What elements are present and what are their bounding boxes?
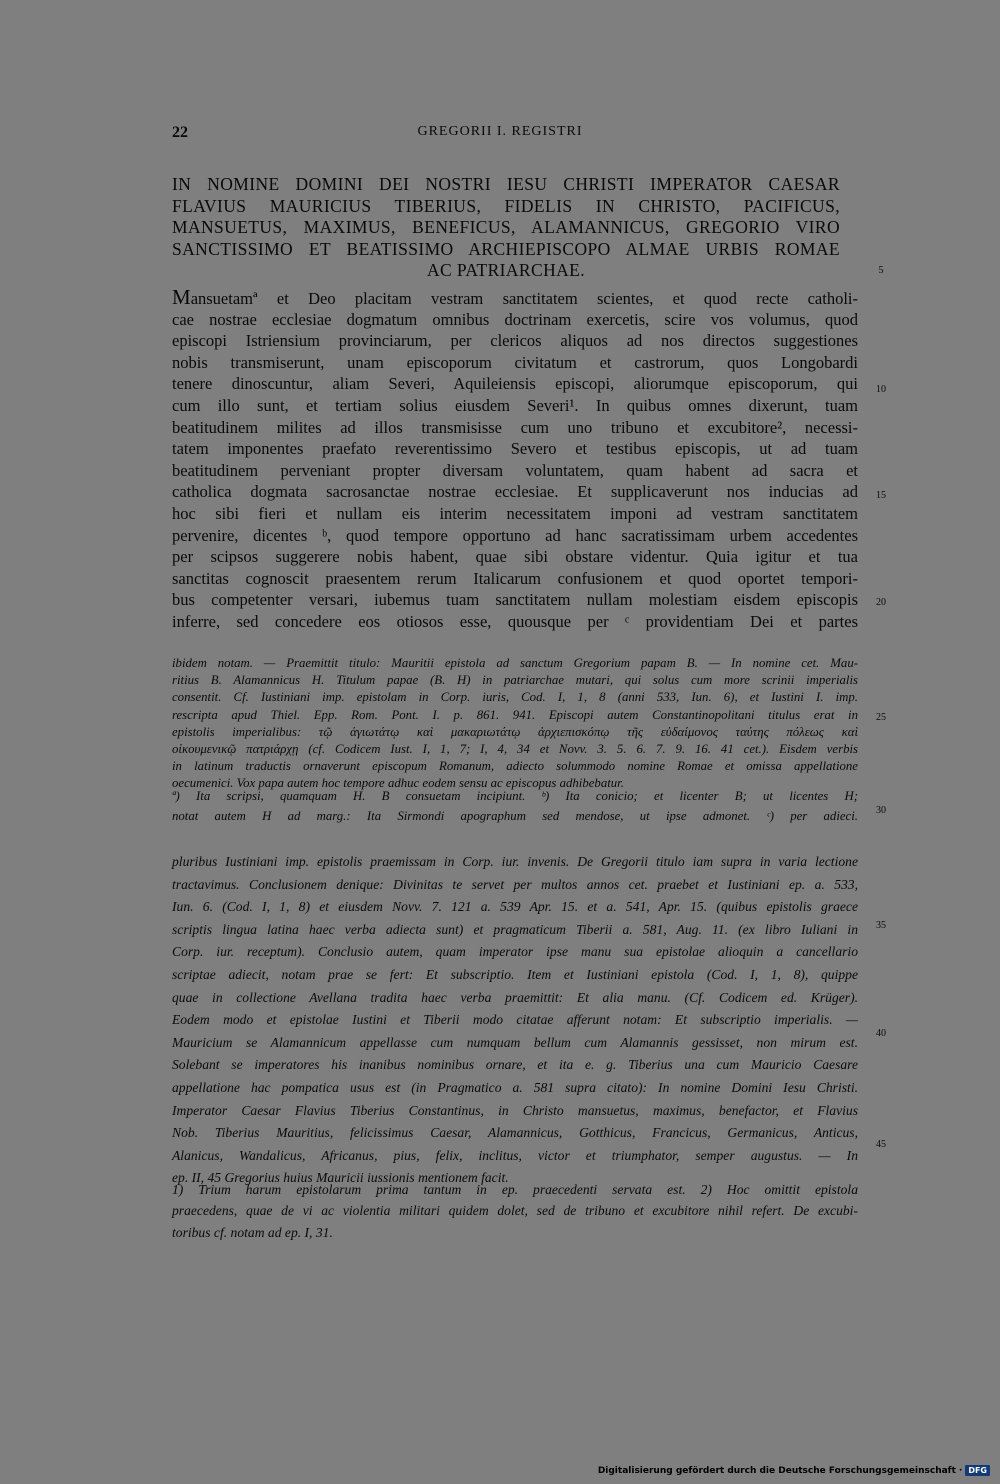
body-line: catholica dogmata sacrosanctae nostrae ecclesiae. Et supplicaverunt nos inducias ad (172, 482, 858, 502)
page-number: 22 (172, 124, 188, 141)
initial-letter: M (172, 285, 191, 309)
note-line: Eodem modo et epistolae Iustini et Tiberii modo citatae afferunt notam: Et subscriptio imperialis. — (172, 1012, 858, 1028)
footer-text: Digitalisierung gefördert durch die Deutsche Forschungsgemeinschaft (597, 1465, 956, 1476)
letter-body (172, 287, 858, 633)
note-line: scriptis lingua latina haec verba adiecta sunt) et pragmaticum Tiberii a. 581, Aug. 11. (ex libro Iuliani in (172, 921, 858, 937)
line-number: 15 (876, 490, 886, 501)
body-line: cae nostrae ecclesiae dogmatum omnibus doctrinam exercetis, scire vos volumus, quod (172, 309, 858, 329)
line-number: 45 (876, 1139, 886, 1150)
commentary-notes (172, 851, 858, 1190)
note-line: quae in collectione Avellana tradita haec verba praemittit: Et alia manu. (Cf. Codicem ed. Krüger). (172, 989, 858, 1005)
line-number: 5 (878, 265, 884, 276)
note-line: Corp. iur. receptum). Conclusio autem, quam imperator ipse manu sua epistolae alioquin a cancellario (172, 944, 858, 960)
line-number: 30 (876, 805, 886, 816)
body-line: episcopi Istriensium provinciarum, per clericos aliquos ad nos directos suggestiones (172, 331, 858, 351)
note-line: Imperator Caesar Flavius Tiberius Constantinus, in Christo mansuetus, maximus, benefactor, et Flavius (172, 1102, 858, 1118)
note-line: ibidem notam. — Praemittit titulo: Mauritii epistola ad sanctum Gregorium papam B. — In nomine cet. Mau- (172, 656, 858, 670)
footer-separator: · (958, 1465, 963, 1476)
body-line: inferre, sed concedere eos otiosos esse, quousque per ᶜ providentiam Dei et partes (172, 611, 858, 631)
funding-footer (598, 1465, 990, 1476)
title-line: MANSUETUS, MAXIMUS, BENEFICUS, ALAMANNICUS, GREGORIO VIRO (172, 217, 840, 238)
title-line: IN NOMINE DOMINI DEI NOSTRI IESU CHRISTI IMPERATOR CAESAR (172, 174, 840, 194)
title-line: SANCTISSIMO ET BEATISSIMO ARCHIEPISCOPO ALMAE URBIS ROMAE (172, 238, 840, 259)
body-line: per scipsos suggerere nobis habent, quae sibi obstare videntur. Quia igitur et tua (172, 547, 858, 567)
line-number: 20 (876, 597, 886, 608)
note-line: Iun. 6. (Cod. I, 1, 8) et eiusdem Novv. 7. 121 a. 539 Apr. 15. et a. 541, Apr. 15. (quibus epistolis graece (172, 899, 858, 915)
body-line: sanctitas cognoscit praesentem rerum Italicarum confusionem et quod oportet tempori- (172, 568, 858, 588)
running-title: GREGORII I. REGISTRI (417, 124, 583, 139)
body-line: pervenire, dicentes ᵇ, quod tempore opportuno ad hanc sacratissimam urbem accedentes (172, 525, 858, 545)
footnotes (172, 1179, 858, 1243)
line-number: 40 (876, 1028, 886, 1039)
note-line: 1) Trium harum epistolarum prima tantum in ep. praecedenti servata est. 2) Hoc omittit epistola (172, 1182, 858, 1197)
note-line: Nob. Tiberius Mauritius, felicissimus Caesar, Alamannicus, Gotthicus, Francicus, Germanicus, Anticus, (172, 1125, 858, 1141)
note-line: ritius B. Alamannicus H. Titulum papae (B. H) in patriarchae mutari, qui solus cum more scrinii imperialis (172, 673, 858, 688)
note-line: oecumenici. Vox papa autem hoc tempore adhuc eodem sensu ac episcopus adhibebatur. (172, 776, 624, 791)
note-line: toribus cf. notam ad ep. I, 31. (172, 1224, 333, 1240)
note-line: Alanicus, Wandalicus, Africanus, pius, felix, inclitus, victor et triumphator, semper augustus. — In (172, 1147, 858, 1163)
body-line: tatem imponentes praefato reverentissimo Severo et testibus episcopis, ut ad tuam (172, 439, 858, 459)
note-line: notat autem H ad marg.: Ita Sirmondi apographum sed mendose, ut ipse admonet. ᶜ) per adieci. (172, 809, 858, 823)
note-line: scriptae adiecit, notam prae se fert: Et subscriptio. Item et Iustiniani epistola (Cod. I, 1, 8), quippe (172, 966, 858, 982)
title-line: AC PATRIARCHAE. (426, 260, 586, 281)
note-line: rescripta apud Thiel. Epp. Rom. Pont. I. p. 861. 941. Episcopi autem Constantinopolitani titulus erat in (172, 707, 858, 722)
note-line: pluribus Iustiniani imp. epistolis praemissam in Corp. iur. invenis. De Gregorii titulo iam supra in varia lectione (172, 854, 858, 869)
body-line: bus competenter versari, iubemus tuam sanctitatem nullam molestiam eisdem episcopis (172, 590, 858, 610)
line-number: 10 (876, 384, 886, 395)
title-line: FLAVIUS MAURICIUS TIBERIUS, FIDELIS IN CHRISTO, PACIFICUS, (172, 195, 840, 216)
critical-apparatus-notes (172, 655, 858, 793)
line-number: 25 (876, 712, 886, 723)
textual-variant-notes (172, 786, 858, 826)
note-line: tractavimus. Conclusionem denique: Divinitas te servet per multos annos cet. praebet et Iustiniani ep. a. 533, (172, 876, 858, 892)
letter-title (172, 174, 840, 282)
body-line: cum illo sunt, et tertiam solius eiusdem Severi¹. In quibus omnes dixerunt, tuam (172, 395, 858, 415)
body-line: hoc sibi fieri et nullam eis interim necessitatem imponi ad vestram sanctitatem (172, 503, 858, 523)
note-line: Mauricium se Alamannicum appellasse cum numquam bellum cum Alamannis gessisset, non mirum est. (172, 1034, 858, 1050)
note-line: Solebant se imperatores his inanibus nominibus ornare, et ita e. g. Tiberius una cum Mauricio Caesare (172, 1057, 858, 1073)
note-line: in latinum traductis ornaverunt episcopum Romanum, adiecto solummodo nomine Romae et omissa appellatione (172, 759, 858, 774)
dfg-logo: DFG (965, 1465, 990, 1476)
body-line: beatitudinem perveniant propter diversam voluntatem, quam habent ad sacra et (172, 460, 858, 480)
note-line: ª) Ita scripsi, quamquam H. B consuetam incipiunt. ᵇ) Ita conicio; et licenter B; ut licentes H; (172, 789, 858, 803)
note-line: consentit. Cf. Iustiniani imp. epistolam in Corp. iuris, Cod. I, 1, 8 (anni 533, Iun. 6), et Iustini I. imp. (172, 690, 858, 705)
note-line: ep. II, 45 Gregorius huius Mauricii iussionis mentionem facit. (172, 1170, 509, 1186)
note-line: epistolis imperialibus: τῷ ἁγιωτάτῳ καὶ μακαριωτάτῳ ἀρχιεπισκόπῳ τῆς εὐδαίμονος ταύτης πόλεως καὶ (172, 724, 858, 739)
note-line: praecedens, quae de vi ac violentia militari quidem dolet, sed de tribuno et excubitore nihil refert. De excubi- (172, 1203, 858, 1219)
body-line: nobis transmiserunt, unam episcoporum civitatum et castrorum, quos Longobardi (172, 352, 858, 372)
body-line: beatitudinem milites ad illos transmisisse cum uno tribuno et excubitore², necessi- (172, 417, 858, 437)
body-line-text: ansuetamª et Deo placitam vestram sanctitatem scientes, et quod recte catholi- (190, 289, 858, 308)
line-number: 35 (876, 920, 886, 931)
note-line: οἰκουμενικῷ πατριάρχῃ (cf. Codicem Iust. I, 1, 7; I, 4, 34 et Novv. 3. 5. 6. 7. 9. 16. 41 cet.). Eisdem verbis (172, 741, 858, 756)
body-line (172, 287, 858, 309)
body-line: tenere dinoscuntur, aliam Severi, Aquileiensis episcopi, aliorumque episcoporum, qui (172, 374, 858, 394)
note-line: appellatione hac pompatica usus est (in Pragmatico a. 581 supra citato): In nomine Domini Iesu Christi. (172, 1079, 858, 1095)
